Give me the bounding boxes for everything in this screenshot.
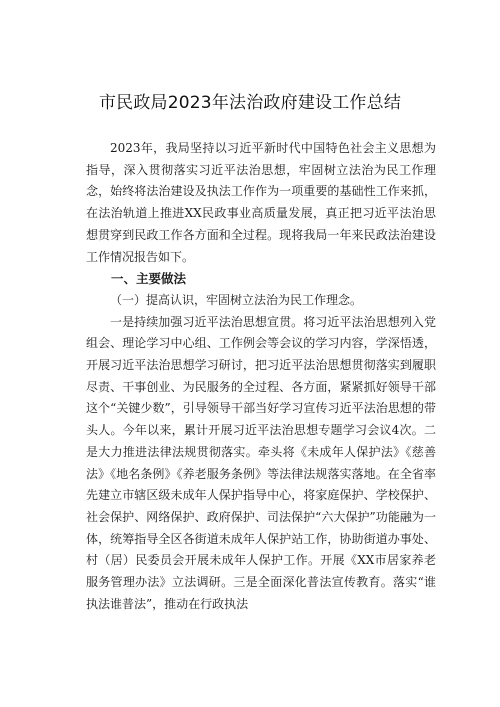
body-paragraph: 一是持续加强习近平法治思想宣贯。将习近平法治思想列入党组会、理论学习中心组、工作例会等会议的学习内容，学深悟透，开展习近平法治思想学习研讨，把习近平法治思想贯彻落实到履职尽责、干事创业、为民服务的全过程、各方面，紧紧抓好领导干部这个“关键少数”，引导领导干部当好学习宣传习近平法治思想的带头人。今年以来，累计开展习近平法治思想专题学习会议4次。二是大力推进法律法规贯彻落实。牵头将《未成年人保护法》《慈善法》《地名条例》《养老服务条例》等法律法规落实落地。在全省率先建立市辖区级未成年人保护指导中心，将家庭保护、学校保护、社会保护、网络保护、政府保护、司法保护“六大保护”功能融为一体，统筹指导全区各街道未成年人保护站工作，协助街道办事处、村（居）民委员会开展未成年人保护工作。开展《XX市居家养老服务管理办法》立法调研。三是全面深化普法宣传教育。落实“谁执法谁普法”，推动在行政执法 <box>86 314 436 611</box>
section-heading: 一、主要做法 <box>111 271 187 287</box>
document-body <box>86 138 436 615</box>
subsection-heading: （一）提高认识，牢固树立法治为民工作理念。 <box>110 292 363 307</box>
intro-paragraph: 2023年，我局坚持以习近平新时代中国特色社会主义思想为指导，深入贯彻落实习近平法治思想，牢固树立法治为民工作理念，始终将法治建设及执法工作作为一项重要的基础性工作来抓，在法治轨道上推进XX民政事业高质量发展，真正把习近平法治思想贯穿到民政工作各方面和全过程。现将我局一年来民政法治建设工作情况报告如下。 <box>86 141 436 264</box>
document-title: 市民政局2023年法治政府建设工作总结 <box>98 93 402 113</box>
